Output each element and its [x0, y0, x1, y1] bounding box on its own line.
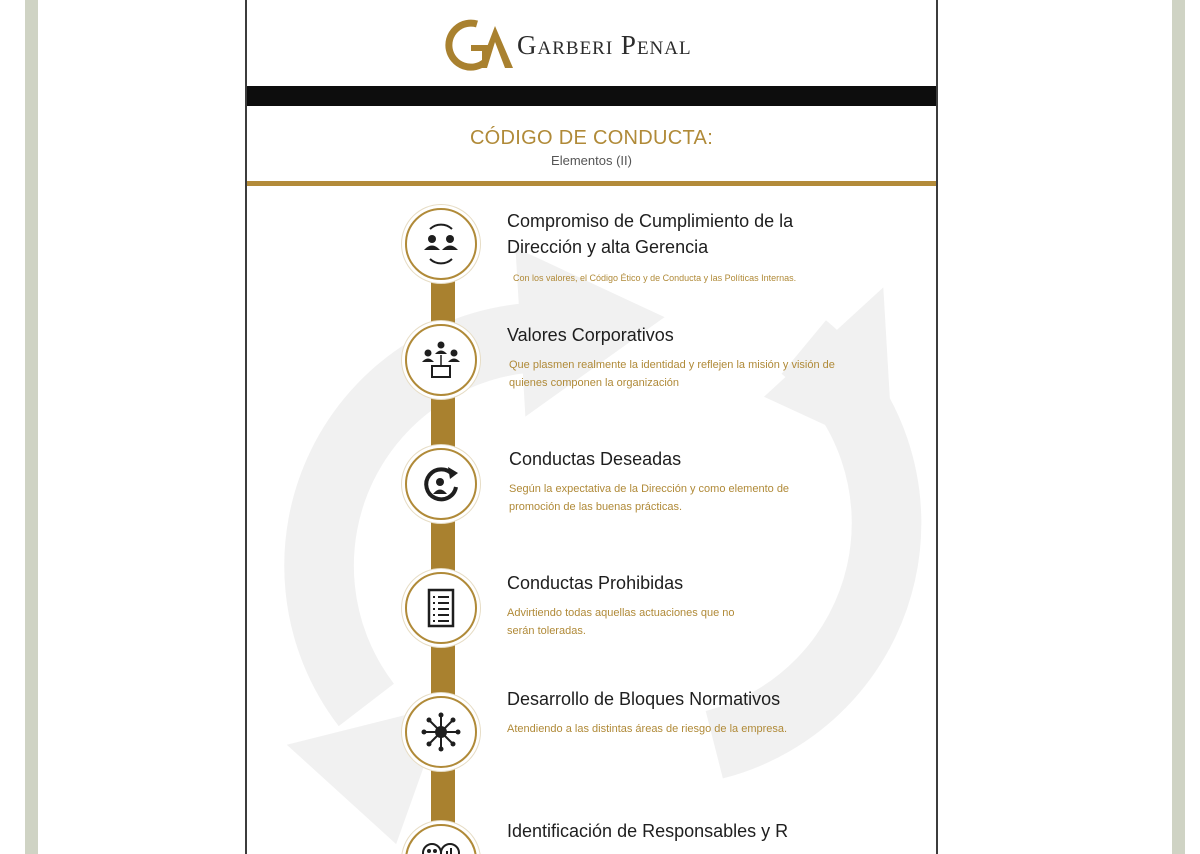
logo: [445, 16, 745, 74]
network-hub-icon: [420, 711, 462, 753]
brand-name: Garberi Penal: [517, 30, 692, 60]
item-3-title: Conductas Deseadas: [509, 449, 682, 469]
left-frame-bar: [25, 0, 38, 854]
group-chart-icon: [420, 839, 462, 854]
item-2-desc: Que plasmen realmente la identidad y reflejen la misión y visión de quienes componen la organización: [509, 359, 835, 389]
team-network-icon: [420, 339, 462, 381]
item-2-title: Valores Corporativos: [507, 325, 674, 345]
checklist-icon: [420, 587, 462, 629]
item-3-circle: [405, 448, 477, 520]
item-1-circle: [405, 208, 477, 280]
item-5-circle: [405, 696, 477, 768]
item-1-title: Compromiso de Cumplimiento de la Dirección y alta Gerencia: [507, 211, 794, 257]
watermark-arrows-icon: [247, 186, 936, 854]
item-5-desc: Atendiendo a las distintas áreas de riesgo de la empresa.: [507, 723, 788, 735]
infographic-poster: [245, 0, 938, 854]
item-2-circle: [405, 324, 477, 396]
page-title: CÓDIGO DE CONDUCTA:: [469, 127, 714, 149]
person-refresh-icon: [420, 463, 462, 505]
item-3-desc: Según la expectativa de la Dirección y como elemento de promoción de las buenas prácticas.: [509, 483, 790, 513]
garberi-logo-mark-icon: [445, 18, 515, 72]
item-4-desc: Advirtiendo todas aquellas actuaciones que no serán toleradas.: [507, 607, 735, 637]
item-4-title: Conductas Prohibidas: [507, 573, 684, 593]
item-1-desc: Con los valores, el Código Ético y de Conducta y las Políticas Internas.: [513, 273, 797, 283]
item-6-title: Identificación de Responsables y R: [507, 821, 789, 841]
page-subtitle: Elementos (II): [551, 153, 632, 168]
black-band: [247, 86, 936, 106]
item-4-circle: [405, 572, 477, 644]
item-5-title: Desarrollo de Bloques Normativos: [507, 689, 781, 709]
people-cycle-icon: [420, 223, 462, 265]
right-frame-bar: [1172, 0, 1185, 854]
